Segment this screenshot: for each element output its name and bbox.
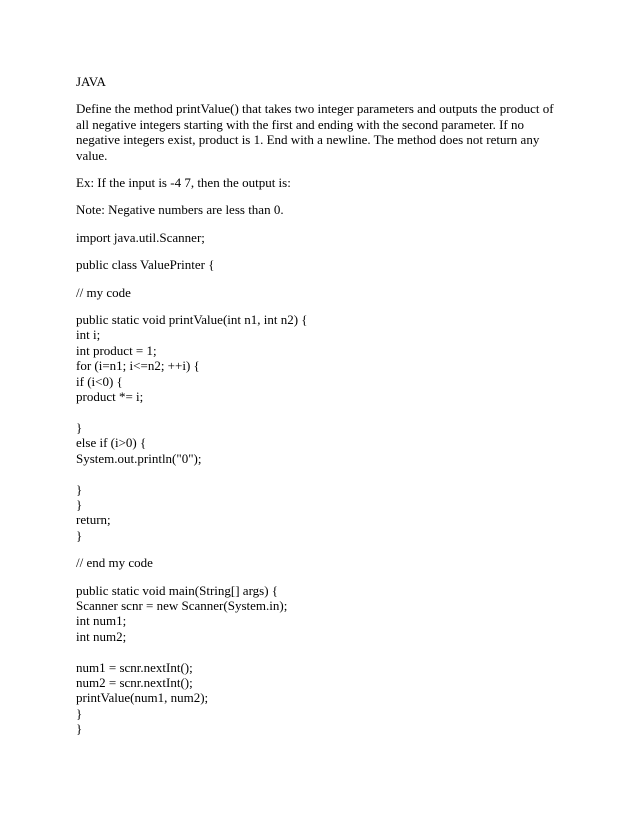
code-line: } [76,481,83,497]
class-declaration: public class ValuePrinter { [76,257,215,273]
import-line: import java.util.Scanner; [76,229,205,245]
code-line: int product = 1; [76,342,157,358]
code-line: System.out.println("0"); [76,450,202,466]
code-line: public static void printValue(int n1, int n2) { [76,312,308,328]
main-method [76,583,556,737]
code-line: for (i=n1; i<=n2; ++i) { [76,358,200,374]
blank-line [76,644,556,659]
blank-line [76,405,556,420]
code-line: public static void main(String[] args) { [76,582,279,598]
code-line: } [76,705,83,721]
code-line: int i; [76,327,101,343]
code-line: num2 = scnr.nextInt(); [76,674,193,690]
example-text: Ex: If the input is -4 7, then the output is: [76,175,291,191]
print-value-method [76,312,556,543]
my-code-end-comment: // end my code [76,555,153,571]
code-line: } [76,721,83,737]
my-code-start-comment: // my code [76,284,131,300]
note-text: Note: Negative numbers are less than 0. [76,202,284,218]
code-line: } [76,527,83,543]
code-line: num1 = scnr.nextInt(); [76,659,193,675]
code-line: } [76,419,83,435]
code-line: else if (i>0) { [76,435,147,451]
code-line: int num2; [76,628,127,644]
code-line: int num1; [76,613,127,629]
document-content [76,74,556,749]
code-line: product *= i; [76,389,144,405]
code-line: Scanner scnr = new Scanner(System.in); [76,597,288,613]
code-line: } [76,496,83,512]
code-line: return; [76,512,111,528]
blank-line [76,466,556,481]
document-heading: JAVA [76,74,106,89]
code-line: if (i<0) { [76,373,123,389]
code-line: printValue(num1, num2); [76,690,209,706]
problem-description: Define the method printValue() that takes two integer parameters and outputs the product of all negative integers starting with the first and ending with the second parameter. If no negative integers exist, product is 1. End with a newline. The method does not return any value. [76,101,554,163]
